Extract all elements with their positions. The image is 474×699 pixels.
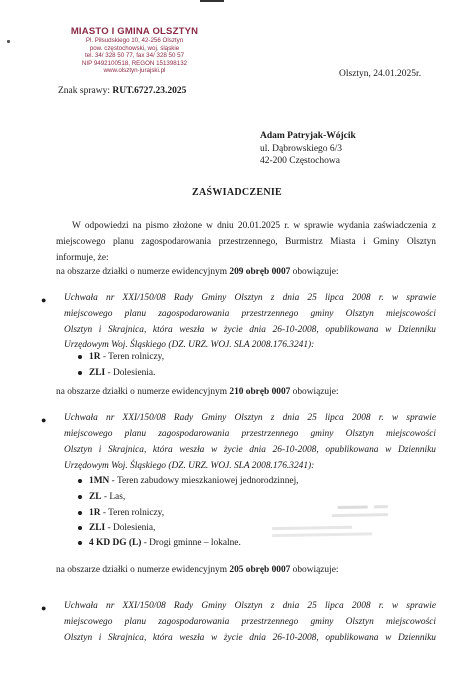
zone-item xyxy=(78,492,125,502)
addressee-street: ul. Dąbrowskiego 6/3 xyxy=(260,143,343,154)
zone-item xyxy=(78,352,164,362)
stamp-title: MIASTO I GMINA OLSZTYN xyxy=(70,26,199,37)
plot-heading-text: na obszarze działki o numerze ewidencyjnym xyxy=(56,387,230,397)
resolution-line: Olsztyn i Skrajnica, która weszła w życie dnia 26-10-2008, opublikowana w Dzienniku xyxy=(64,633,436,643)
zone-item xyxy=(78,523,155,533)
plot-heading-text: obowiązuje: xyxy=(290,387,339,397)
intro-line: miejscowego planu zagospodarowania przestrzennego, Burmistrz Miasta i Gminy Olsztyn xyxy=(56,237,436,247)
resolution-line: miejscowego planu zagospodarowania przestrzennego gminy Olsztyn miejscowości xyxy=(64,309,436,319)
scan-mark xyxy=(200,0,224,2)
stamp-website: www.olsztyn-jurajski.pl xyxy=(103,67,166,75)
zone-description: - Teren rolniczy, xyxy=(100,352,165,362)
plot-heading-text: obowiązuje: xyxy=(290,565,339,575)
place-date: Olsztyn, 24.01.2025r. xyxy=(339,69,422,79)
resolution-line: Urzędowym Woj. Śląskiego (DZ. URZ. WOJ. SLA 2008.176.3241): xyxy=(64,461,315,471)
bullet-icon xyxy=(78,479,82,483)
resolution-line: Uchwała nr XXI/150/08 Rady Gminy Olsztyn z dnia 25 lipca 2008 r. w sprawie xyxy=(64,293,436,303)
document-title: ZAŚWIADCZENIE xyxy=(191,187,283,198)
zone-item xyxy=(78,476,299,486)
plot-heading xyxy=(56,563,338,577)
bullet-icon: ● xyxy=(41,295,47,305)
addressee-name: Adam Patryjak-Wójcik xyxy=(260,131,356,141)
zone-description: - Las, xyxy=(101,492,126,502)
bullet-icon: ● xyxy=(41,603,47,613)
plot-heading-text: obowiązuje: xyxy=(290,267,339,277)
intro-line: W odpowiedzi na pismo złożone w dniu 20.01.2025 r. w sprawie wydania zaświadczenia z xyxy=(72,221,436,231)
zone-description: - Dolesienia. xyxy=(105,368,156,378)
stamp-ids: NIP 9492100518, REGON 151398132 xyxy=(81,59,188,67)
faint-stamp-shape xyxy=(268,501,399,543)
bullet-icon xyxy=(78,355,82,359)
bullet-icon xyxy=(78,511,82,515)
zone-item xyxy=(78,508,164,518)
plot-number: 205 obręb 0007 xyxy=(229,565,291,575)
case-reference-label: Znak sprawy: xyxy=(58,86,110,96)
zone-code: 1MN xyxy=(89,476,110,486)
zone-code: ZLI xyxy=(89,523,106,533)
bullet-icon: ● xyxy=(41,415,47,425)
resolution-line: Olsztyn i Skrajnica, która weszła w życie dnia 26-10-2008, opublikowana w Dzienniku xyxy=(64,325,436,335)
resolution-line: Olsztyn i Skrajnica, która weszła w życie dnia 26-10-2008, opublikowana w Dzienniku xyxy=(64,445,436,455)
stamp-county: pow. częstochowski, woj. śląskie xyxy=(89,44,180,52)
resolution-line: Uchwała nr XXI/150/08 Rady Gminy Olsztyn z dnia 25 lipca 2008 r. w sprawie xyxy=(64,601,436,611)
resolution-line: miejscowego planu zagospodarowania przestrzennego gminy Olsztyn miejscowości xyxy=(64,429,436,439)
resolution-line: Uchwała nr XXI/150/08 Rady Gminy Olsztyn z dnia 25 lipca 2008 r. w sprawie xyxy=(64,413,436,423)
case-reference xyxy=(58,86,186,96)
zone-description: - Drogi gminne – lokalne. xyxy=(141,538,241,548)
zone-code: 1R xyxy=(89,352,101,362)
zone-code: 1R xyxy=(89,508,101,518)
intro-line: informuje, że: xyxy=(56,253,109,263)
zone-item xyxy=(78,538,241,548)
zone-description: - Dolesienia, xyxy=(105,523,156,533)
plot-heading xyxy=(56,265,338,279)
case-reference-value: RUT.6727.23.2025 xyxy=(112,86,187,96)
plot-heading xyxy=(56,385,338,399)
addressee-block xyxy=(260,130,356,168)
zone-description: - Teren rolniczy, xyxy=(100,508,165,518)
resolution-line: miejscowego planu zagospodarowania przestrzennego gminy Olsztyn miejscowości xyxy=(64,617,436,627)
plot-number: 210 obręb 0007 xyxy=(229,387,291,397)
bullet-icon xyxy=(78,526,82,530)
zone-item xyxy=(78,368,155,378)
stamp-address: Pl. Piłsudskiego 10, 42-256 Olsztyn xyxy=(85,37,184,44)
zone-code: ZLI xyxy=(89,368,106,378)
addressee-city: 42-200 Częstochowa xyxy=(260,156,340,166)
faint-stamp-impression xyxy=(268,501,409,546)
zone-code: 4 KD DG (L) xyxy=(89,538,142,548)
bullet-icon xyxy=(78,371,82,375)
municipality-stamp xyxy=(52,26,217,75)
plot-heading-text: na obszarze działki o numerze ewidencyjnym xyxy=(56,565,230,575)
bullet-icon xyxy=(78,541,82,545)
zone-code: ZL xyxy=(89,492,102,502)
bullet-icon xyxy=(78,495,82,499)
plot-number: 209 obręb 0007 xyxy=(229,267,291,277)
resolution-line: Urzędowym Woj. Śląskiego (DZ. URZ. WOJ. SLA 2008.176.3241): xyxy=(64,340,315,350)
scan-mark xyxy=(7,40,10,43)
plot-heading-text: na obszarze działki o numerze ewidencyjnym xyxy=(56,267,230,277)
stamp-phone: tel. 34/ 328 50 77, fax 34/ 328 50 57 xyxy=(84,52,185,60)
zone-description: - Teren zabudowy mieszkaniowej jednorodzinnej, xyxy=(109,476,299,486)
